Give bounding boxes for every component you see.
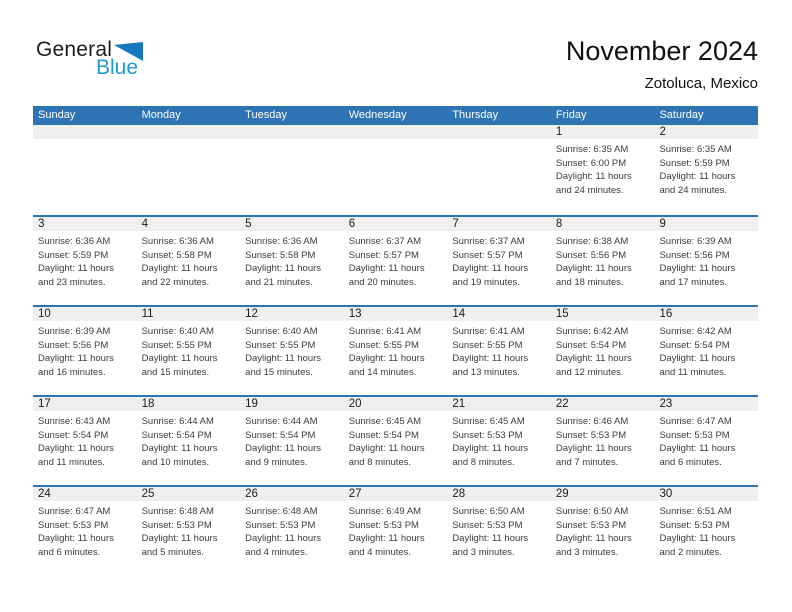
sunrise-text: Sunrise: 6:48 AM [141,506,214,517]
sunset-text: Sunset: 5:53 PM [659,429,730,441]
calendar-day-cell [551,487,655,575]
day-info [659,143,752,197]
calendar-day-cell [240,217,344,305]
sunrise-text: Sunrise: 6:51 AM [659,506,732,517]
daylight-text: Daylight: 11 hours and 5 minutes. [141,533,218,558]
day-number [452,125,545,139]
sunset-text: Sunset: 5:58 PM [141,249,212,261]
calendar-day-cell [137,307,241,395]
day-number: 23 [659,398,673,410]
sunset-text: Sunset: 5:54 PM [348,429,419,441]
sunset-text: Sunset: 5:53 PM [452,429,523,441]
sunrise-text: Sunrise: 6:50 AM [452,506,525,517]
calendar-day-cell [240,307,344,395]
sunrise-text: Sunrise: 6:46 AM [555,416,629,427]
weekday-header-cell: Thursday [452,109,499,121]
day-info [349,235,442,289]
sunset-text: Sunset: 5:55 PM [348,339,419,351]
daylight-text: Daylight: 11 hours and 10 minutes. [141,443,218,468]
day-number: 25 [141,488,155,500]
sunset-text: Sunset: 5:58 PM [245,249,316,261]
day-info [142,415,235,469]
sunrise-text: Sunrise: 6:47 AM [38,506,111,517]
sunset-text: Sunset: 5:53 PM [452,519,523,531]
calendar-day-cell [344,217,448,305]
calendar-day-cell [33,487,137,575]
calendar-day-cell [344,397,448,485]
sunrise-text: Sunrise: 6:38 AM [555,236,629,247]
day-number: 13 [348,308,362,320]
day-number: 3 [38,218,45,230]
daylight-text: Daylight: 11 hours and 2 minutes. [659,533,736,558]
week-row [33,215,758,305]
sunrise-text: Sunrise: 6:50 AM [555,506,629,517]
day-number: 8 [555,218,563,230]
week-row [33,305,758,395]
weekday-header-cell: Wednesday [348,109,407,121]
day-number [245,125,338,139]
day-info [452,415,545,469]
calendar-day-cell [654,307,758,395]
calendar-day-cell [447,397,551,485]
sunset-text: Sunset: 5:53 PM [555,429,627,441]
sunset-text: Sunset: 5:56 PM [38,339,109,351]
daylight-text: Daylight: 11 hours and 11 minutes. [38,443,114,468]
sunset-text: Sunset: 5:53 PM [348,519,419,531]
day-info [142,325,235,379]
calendar-day-cell [137,125,241,215]
day-info [142,505,235,559]
daylight-text: Daylight: 11 hours and 7 minutes. [555,443,632,468]
sunset-text: Sunset: 5:55 PM [141,339,212,351]
day-number: 21 [452,398,466,410]
calendar-day-cell [33,217,137,305]
sunrise-text: Sunrise: 6:35 AM [555,144,629,155]
daylight-text: Daylight: 11 hours and 3 minutes. [555,533,632,558]
day-number: 19 [245,398,258,410]
day-number [38,125,131,139]
day-info [556,143,649,197]
sunrise-text: Sunrise: 6:40 AM [141,326,214,337]
day-number: 22 [555,398,569,410]
logo-text-blue: Blue [96,56,139,79]
calendar-day-cell [551,397,655,485]
day-info [38,235,131,289]
day-number: 28 [452,488,466,500]
location-subtitle: Zotoluca, Mexico [644,75,758,92]
daylight-text: Daylight: 11 hours and 18 minutes. [555,263,632,288]
sunrise-text: Sunrise: 6:49 AM [348,506,422,517]
day-number: 4 [141,218,148,230]
calendar-day-cell [447,125,551,215]
day-number: 12 [245,308,258,320]
sunrise-text: Sunrise: 6:41 AM [452,326,525,337]
day-number: 27 [348,488,362,500]
day-number: 20 [348,398,362,410]
daylight-text: Daylight: 11 hours and 11 minutes. [659,353,736,378]
day-info [452,235,545,289]
day-info [349,325,442,379]
daylight-text: Daylight: 11 hours and 15 minutes. [245,353,322,378]
day-info [556,235,649,289]
daylight-text: Daylight: 11 hours and 13 minutes. [452,353,529,378]
daylight-text: Daylight: 11 hours and 12 minutes. [555,353,632,378]
sunset-text: Sunset: 5:54 PM [38,429,109,441]
day-number: 17 [38,398,51,410]
sunset-text: Sunset: 5:57 PM [452,249,523,261]
daylight-text: Daylight: 11 hours and 24 minutes. [555,171,632,196]
sunset-text: Sunset: 5:54 PM [141,429,212,441]
day-number: 24 [38,488,51,500]
sunset-text: Sunset: 5:59 PM [659,157,730,169]
calendar-day-cell [551,307,655,395]
sunrise-text: Sunrise: 6:45 AM [452,416,525,427]
day-number: 15 [555,308,569,320]
calendar-day-cell [447,487,551,575]
sunrise-text: Sunrise: 6:37 AM [452,236,525,247]
calendar-day-cell [447,307,551,395]
sunrise-text: Sunrise: 6:36 AM [38,236,111,247]
sunset-text: Sunset: 6:00 PM [555,157,627,169]
calendar-day-cell [447,217,551,305]
sunset-text: Sunset: 5:54 PM [555,339,627,351]
day-info [556,505,649,559]
day-info [38,415,131,469]
day-number: 1 [555,126,563,138]
day-info [556,415,649,469]
day-info [142,235,235,289]
day-info [349,505,442,559]
weekday-header-cell: Monday [141,109,181,121]
daylight-text: Daylight: 11 hours and 4 minutes. [348,533,425,558]
daylight-text: Daylight: 11 hours and 17 minutes. [659,263,736,288]
daylight-text: Daylight: 11 hours and 16 minutes. [38,353,114,378]
day-number: 11 [141,308,154,320]
daylight-text: Daylight: 11 hours and 8 minutes. [452,443,529,468]
week-row [33,485,758,575]
day-info [452,325,545,379]
calendar-day-cell [33,307,137,395]
day-info [245,415,338,469]
sunrise-text: Sunrise: 6:45 AM [348,416,422,427]
daylight-text: Daylight: 11 hours and 21 minutes. [245,263,322,288]
calendar-day-cell [137,397,241,485]
daylight-text: Daylight: 11 hours and 14 minutes. [348,353,425,378]
weekday-header-cell: Friday [555,109,587,121]
calendar-day-cell [551,125,655,215]
sunrise-text: Sunrise: 6:39 AM [659,236,732,247]
day-number: 6 [348,218,356,230]
day-number: 9 [659,218,666,230]
day-number: 29 [555,488,569,500]
sunrise-text: Sunrise: 6:40 AM [245,326,318,337]
sunrise-text: Sunrise: 6:44 AM [245,416,318,427]
sunset-text: Sunset: 5:53 PM [555,519,627,531]
sunrise-text: Sunrise: 6:35 AM [659,144,732,155]
calendar-day-cell [344,487,448,575]
calendar-day-cell [33,397,137,485]
calendar-day-cell [240,487,344,575]
sunrise-text: Sunrise: 6:37 AM [348,236,422,247]
calendar-day-cell [33,125,137,215]
day-info [349,415,442,469]
daylight-text: Daylight: 11 hours and 24 minutes. [659,171,736,196]
day-info [659,235,752,289]
day-info [245,235,338,289]
sunset-text: Sunset: 5:53 PM [659,519,730,531]
sunrise-text: Sunrise: 6:36 AM [245,236,318,247]
calendar-day-cell [344,125,448,215]
daylight-text: Daylight: 11 hours and 19 minutes. [452,263,529,288]
calendar-day-cell [240,125,344,215]
calendar-grid [33,125,758,575]
daylight-text: Daylight: 11 hours and 9 minutes. [245,443,322,468]
sunrise-text: Sunrise: 6:39 AM [38,326,111,337]
day-number: 16 [659,308,673,320]
day-info [245,325,338,379]
calendar-day-cell [344,307,448,395]
calendar-day-cell [137,487,241,575]
calendar-day-cell [654,487,758,575]
logo-text-general: General [36,38,113,61]
day-number: 10 [38,308,51,320]
day-info [659,325,752,379]
day-number: 2 [659,126,666,138]
day-info [556,325,649,379]
day-info [452,505,545,559]
sunrise-text: Sunrise: 6:36 AM [141,236,214,247]
general-blue-logo [36,40,143,77]
calendar-day-cell [654,217,758,305]
daylight-text: Daylight: 11 hours and 6 minutes. [38,533,114,558]
title-block [566,36,758,92]
sunset-text: Sunset: 5:55 PM [452,339,523,351]
sunset-text: Sunset: 5:55 PM [245,339,316,351]
daylight-text: Daylight: 11 hours and 8 minutes. [348,443,425,468]
day-number: 14 [452,308,466,320]
calendar-day-cell [654,397,758,485]
weekday-header-cell: Sunday [38,109,76,121]
day-info [38,325,131,379]
sunrise-text: Sunrise: 6:48 AM [245,506,318,517]
calendar-day-cell [654,125,758,215]
daylight-text: Daylight: 11 hours and 20 minutes. [348,263,425,288]
daylight-text: Daylight: 11 hours and 3 minutes. [452,533,529,558]
day-info [38,505,131,559]
daylight-text: Daylight: 11 hours and 22 minutes. [141,263,218,288]
sunset-text: Sunset: 5:53 PM [38,519,109,531]
sunrise-text: Sunrise: 6:41 AM [348,326,422,337]
week-row [33,395,758,485]
day-info [245,505,338,559]
day-number: 5 [245,218,252,230]
daylight-text: Daylight: 11 hours and 23 minutes. [38,263,114,288]
weekday-header-cell: Tuesday [245,109,287,121]
day-number [142,125,235,139]
weekday-header-row [33,106,758,125]
day-number: 30 [659,488,673,500]
sunset-text: Sunset: 5:54 PM [659,339,730,351]
week-row [33,125,758,215]
day-number: 7 [452,218,459,230]
day-info [659,505,752,559]
sunset-text: Sunset: 5:59 PM [38,249,109,261]
sunset-text: Sunset: 5:56 PM [659,249,730,261]
day-number [349,125,442,139]
sunset-text: Sunset: 5:54 PM [245,429,316,441]
sunset-text: Sunset: 5:53 PM [141,519,212,531]
daylight-text: Daylight: 11 hours and 15 minutes. [141,353,218,378]
calendar-day-cell [240,397,344,485]
sunrise-text: Sunrise: 6:43 AM [38,416,111,427]
day-number: 26 [245,488,258,500]
sunset-text: Sunset: 5:56 PM [555,249,627,261]
calendar-day-cell [551,217,655,305]
sunset-text: Sunset: 5:53 PM [245,519,316,531]
sunset-text: Sunset: 5:57 PM [348,249,419,261]
sunrise-text: Sunrise: 6:42 AM [659,326,732,337]
day-number: 18 [141,398,155,410]
daylight-text: Daylight: 11 hours and 6 minutes. [659,443,736,468]
weekday-header-cell: Saturday [659,109,704,121]
sunrise-text: Sunrise: 6:44 AM [141,416,214,427]
day-info [659,415,752,469]
sunrise-text: Sunrise: 6:42 AM [555,326,629,337]
daylight-text: Daylight: 11 hours and 4 minutes. [245,533,322,558]
calendar-table [33,106,758,575]
calendar-day-cell [137,217,241,305]
month-title: November 2024 [565,36,758,66]
sunrise-text: Sunrise: 6:47 AM [659,416,732,427]
